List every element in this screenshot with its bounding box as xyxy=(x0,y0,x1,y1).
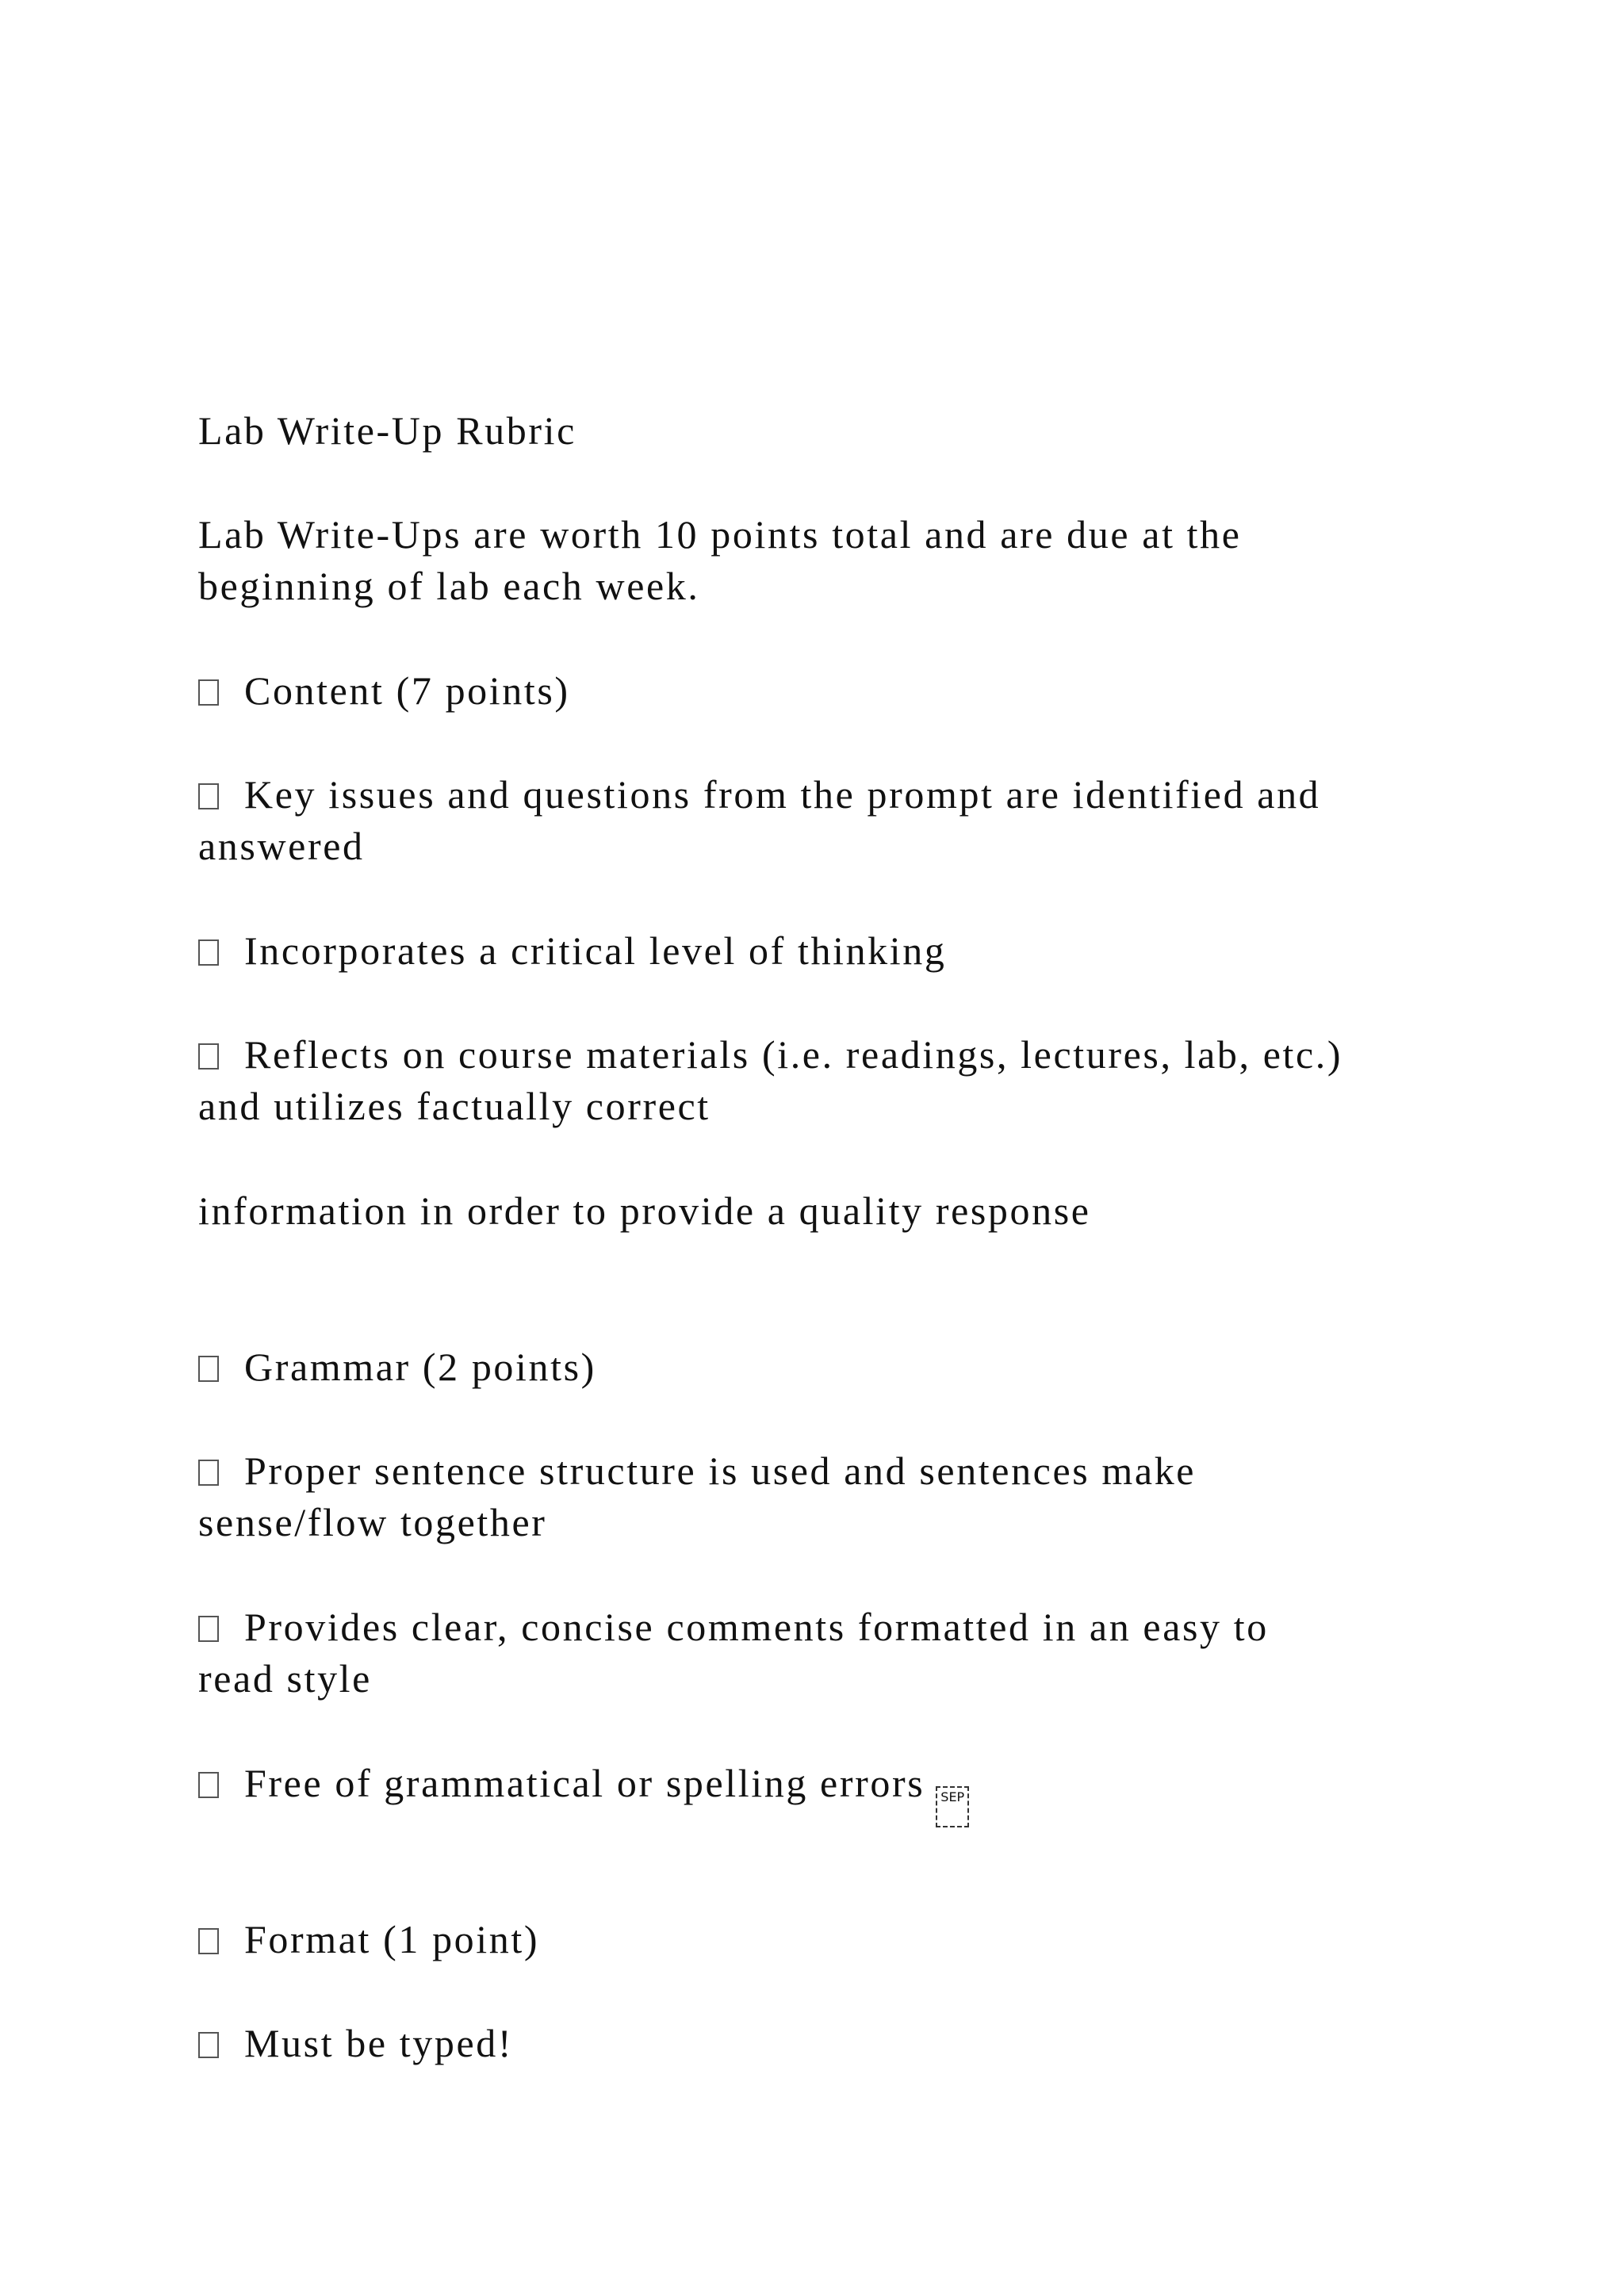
content-item-3 xyxy=(198,1028,1342,1081)
missing-glyph-icon xyxy=(198,1616,219,1642)
section-heading-text: Content (7 points) xyxy=(244,668,570,713)
item-text: Free of grammatical or spelling errors xyxy=(244,1761,925,1805)
content-item-1-cont: answered xyxy=(198,824,365,868)
section-heading-text: Format (1 point) xyxy=(244,1917,540,1961)
intro-line-2: beginning of lab each week. xyxy=(198,564,700,608)
item-text: Key issues and questions from the prompt are identified and xyxy=(244,772,1321,817)
section-heading-format xyxy=(198,1913,539,1965)
item-text: Proper sentence structure is used and sentences make xyxy=(244,1448,1197,1493)
missing-glyph-icon xyxy=(198,679,219,706)
grammar-item-1 xyxy=(198,1445,1196,1497)
grammar-item-2-cont: read style xyxy=(198,1656,372,1701)
separator-symbol-icon: SEP xyxy=(936,1786,969,1827)
section-heading-text: Grammar (2 points) xyxy=(244,1345,596,1389)
document-title: Lab Write-Up Rubric xyxy=(198,408,576,453)
missing-glyph-icon xyxy=(198,1928,219,1954)
format-item-1 xyxy=(198,2017,513,2069)
missing-glyph-icon xyxy=(198,939,219,966)
section-heading-grammar xyxy=(198,1341,596,1393)
grammar-item-1-cont: sense/flow together xyxy=(198,1500,547,1544)
item-text: Provides clear, concise comments formatted in an easy to xyxy=(244,1605,1269,1649)
content-continuation: information in order to provide a quality response xyxy=(198,1188,1091,1233)
missing-glyph-icon xyxy=(198,2032,219,2058)
intro-line-1: Lab Write-Ups are worth 10 points total and are due at the xyxy=(198,512,1242,557)
content-item-3-cont: and utilizes factually correct xyxy=(198,1084,710,1128)
grammar-item-3 xyxy=(198,1757,969,1827)
item-text: Must be typed! xyxy=(244,2021,514,2065)
content-item-2 xyxy=(198,924,946,977)
missing-glyph-icon xyxy=(198,1460,219,1486)
item-text: Incorporates a critical level of thinking xyxy=(244,928,947,973)
missing-glyph-icon xyxy=(198,1043,219,1070)
content-item-1 xyxy=(198,768,1320,821)
missing-glyph-icon xyxy=(198,1356,219,1382)
missing-glyph-icon xyxy=(198,1772,219,1798)
missing-glyph-icon xyxy=(198,783,219,809)
grammar-item-2 xyxy=(198,1601,1269,1653)
section-heading-content xyxy=(198,664,570,717)
item-text: Reflects on course materials (i.e. readings, lectures, lab, etc.) xyxy=(244,1032,1343,1077)
